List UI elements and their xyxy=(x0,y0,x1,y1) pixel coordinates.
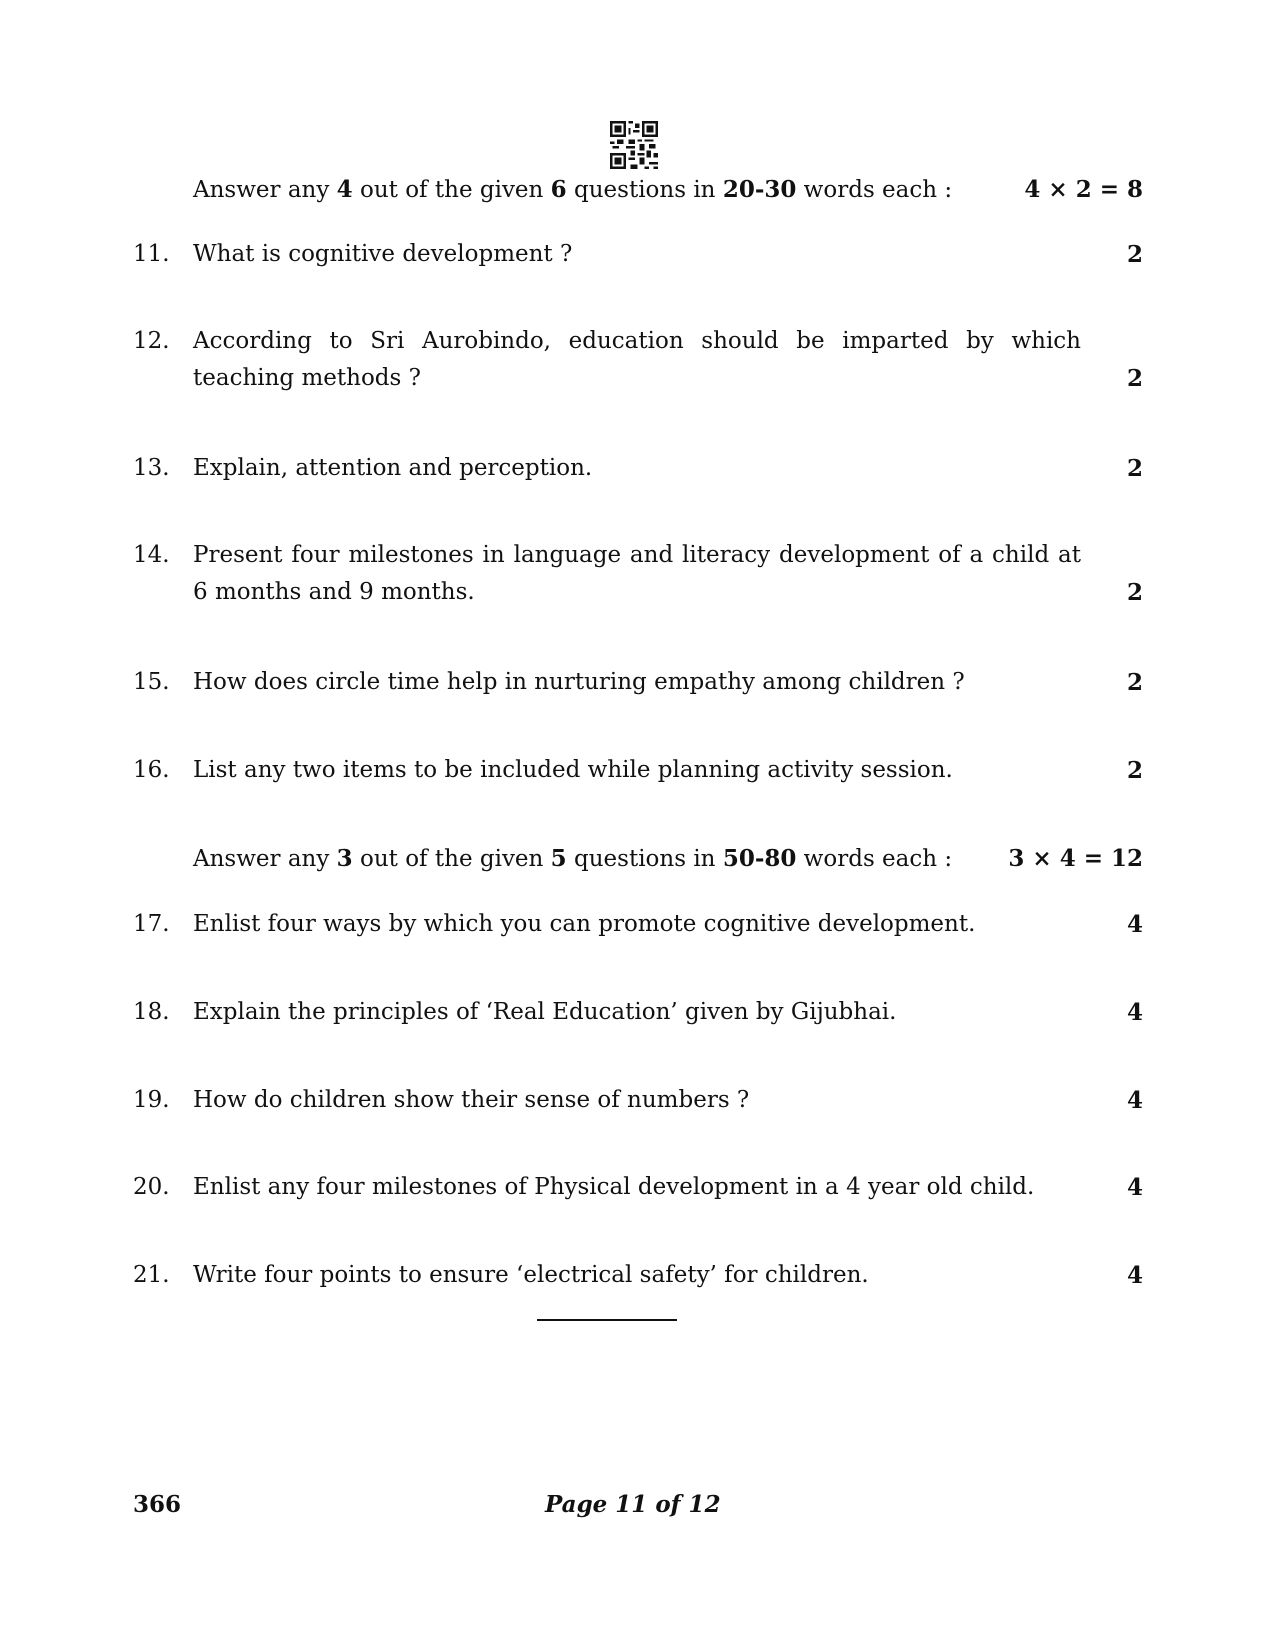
section-marks: 3 × 4 = 12 xyxy=(1008,845,1143,872)
question-number: 15. xyxy=(133,669,170,695)
question-text: Enlist any four milestones of Physical development in a 4 year old child. xyxy=(193,1174,1035,1200)
question-number: 17. xyxy=(133,911,170,937)
page-number: Page 11 of 12 xyxy=(545,1491,721,1518)
question-text-line-1: Present four milestones in language and literacy development of a child at xyxy=(193,542,1081,568)
end-rule-divider xyxy=(537,1319,677,1321)
question-marks: 2 xyxy=(1126,757,1143,784)
question-number: 18. xyxy=(133,999,170,1025)
paper-code: 366 xyxy=(133,1491,182,1518)
question-marks: 4 xyxy=(1126,911,1143,938)
question-marks: 4 xyxy=(1126,1174,1143,1201)
question-marks: 2 xyxy=(1126,579,1143,606)
question-text: Explain the principles of ‘Real Education’ given by Gijubhai. xyxy=(193,999,897,1025)
question-marks: 2 xyxy=(1126,455,1143,482)
question-text: List any two items to be included while planning activity session. xyxy=(193,757,953,783)
question-number: 21. xyxy=(133,1262,170,1288)
question-marks: 4 xyxy=(1126,1087,1143,1114)
question-number: 14. xyxy=(133,542,170,568)
question-marks: 2 xyxy=(1126,669,1143,696)
section-marks: 4 × 2 = 8 xyxy=(1024,176,1143,203)
question-number: 20. xyxy=(133,1174,170,1200)
question-marks: 4 xyxy=(1126,1262,1143,1289)
question-item xyxy=(133,323,1143,397)
question-item xyxy=(133,537,1143,611)
question-text: How do children show their sense of numbers ? xyxy=(193,1087,750,1113)
question-number: 19. xyxy=(133,1087,170,1113)
question-text: What is cognitive development ? xyxy=(193,241,573,267)
question-text: Enlist four ways by which you can promote cognitive development. xyxy=(193,911,976,937)
question-text: How does circle time help in nurturing empathy among children ? xyxy=(193,669,965,695)
question-number: 12. xyxy=(133,328,170,354)
question-marks: 4 xyxy=(1126,999,1143,1026)
question-marks: 2 xyxy=(1126,365,1143,392)
question-text-line-2: teaching methods ? xyxy=(193,365,421,391)
instruction-text: Answer any 4 out of the given 6 questions in 20-30 words each : xyxy=(193,176,953,203)
question-number: 13. xyxy=(133,455,170,481)
question-number: 11. xyxy=(133,241,170,267)
question-number: 16. xyxy=(133,757,170,783)
qr-code-icon xyxy=(610,121,658,169)
question-marks: 2 xyxy=(1126,241,1143,268)
question-text: Explain, attention and perception. xyxy=(193,455,593,481)
question-text: Write four points to ensure ‘electrical safety’ for children. xyxy=(193,1262,869,1288)
instruction-text: Answer any 3 out of the given 5 questions in 50-80 words each : xyxy=(193,845,953,872)
question-text-line-2: 6 months and 9 months. xyxy=(193,579,475,605)
question-text-line-1: According to Sri Aurobindo, education should be imparted by which xyxy=(193,328,1081,354)
